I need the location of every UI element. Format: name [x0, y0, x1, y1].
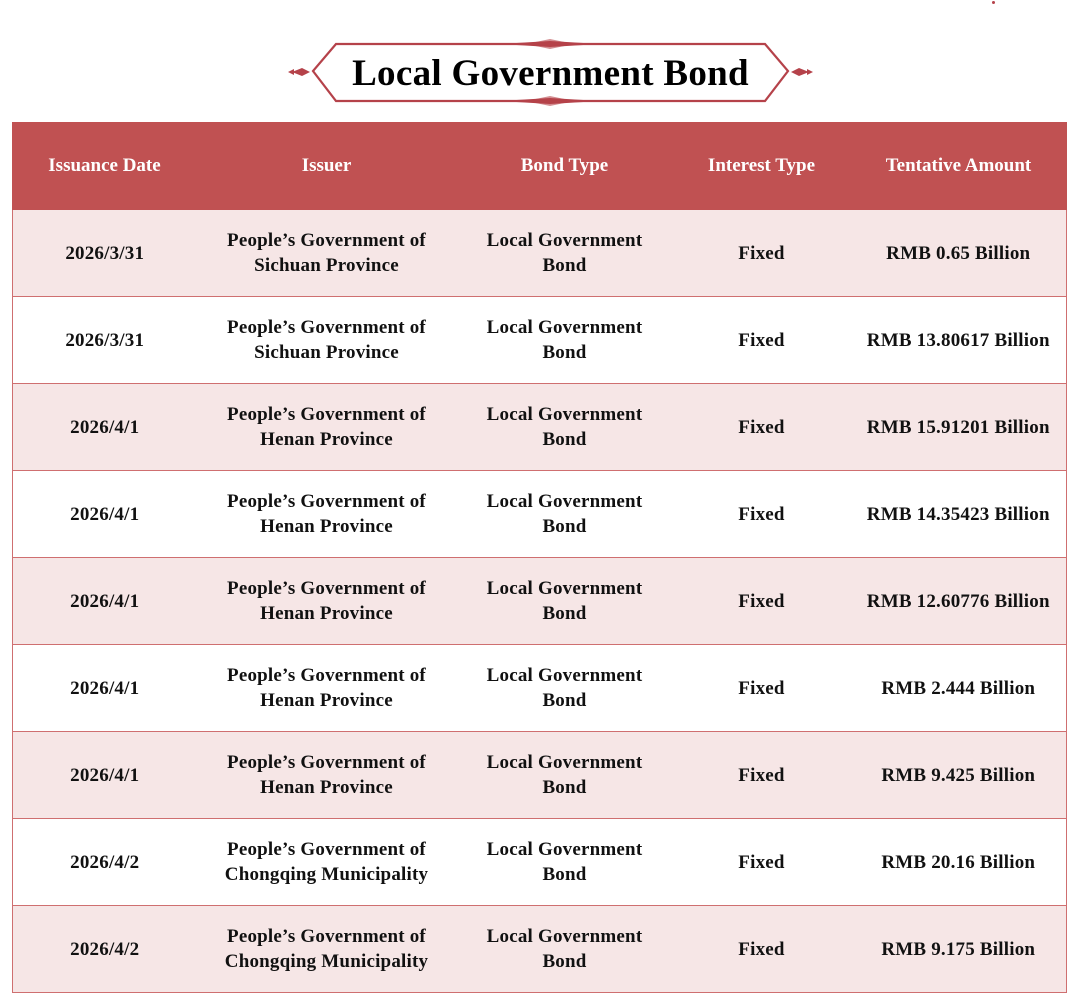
bond-type-line: Bond — [542, 603, 587, 624]
cell-issuer — [197, 210, 457, 297]
page-title: Local Government Bond — [352, 52, 749, 94]
cell-issuer — [197, 558, 457, 645]
header-issuance-date: Issuance Date — [13, 122, 197, 210]
issuer-region: Sichuan Province — [254, 255, 399, 276]
bond-type-line: Bond — [542, 777, 587, 798]
table-row — [13, 384, 1067, 471]
cell-interest-type: Fixed — [673, 645, 851, 732]
table-row — [13, 819, 1067, 906]
cell-date: 2026/4/1 — [13, 558, 197, 645]
bond-table — [12, 122, 1067, 993]
issuer-region: Henan Province — [260, 429, 393, 450]
cell-bond-type — [457, 384, 673, 471]
cell-date: 2026/4/1 — [13, 471, 197, 558]
cell-amount: RMB 12.60776 Billion — [851, 558, 1067, 645]
bond-type-line: Local Government — [486, 404, 643, 425]
bond-type-line: Bond — [542, 690, 587, 711]
header-bond-type: Bond Type — [457, 122, 673, 210]
table-row — [13, 471, 1067, 558]
bond-type-line: Local Government — [486, 491, 643, 512]
cell-date: 2026/4/2 — [13, 819, 197, 906]
bond-type-line: Local Government — [486, 926, 643, 947]
cell-issuer — [197, 297, 457, 384]
cell-bond-type — [457, 906, 673, 993]
cell-interest-type: Fixed — [673, 210, 851, 297]
bond-type-line: Local Government — [486, 839, 643, 860]
issuer-region: Henan Province — [260, 777, 393, 798]
cell-date: 2026/4/1 — [13, 384, 197, 471]
cell-interest-type: Fixed — [673, 384, 851, 471]
issuer-region: Henan Province — [260, 690, 393, 711]
issuer-line: People’s Government of — [227, 317, 426, 338]
issuer-line: People’s Government of — [227, 752, 426, 773]
cell-bond-type — [457, 210, 673, 297]
cell-issuer — [197, 906, 457, 993]
cell-issuer — [197, 819, 457, 906]
bond-type-line: Bond — [542, 255, 587, 276]
issuer-line: People’s Government of — [227, 491, 426, 512]
bond-type-line: Local Government — [486, 230, 643, 251]
issuer-region: Chongqing Municipality — [224, 951, 429, 972]
cell-issuer — [197, 732, 457, 819]
issuer-region: Chongqing Municipality — [224, 864, 429, 885]
cell-interest-type: Fixed — [673, 297, 851, 384]
cell-amount: RMB 2.444 Billion — [851, 645, 1067, 732]
header-issuer: Issuer — [197, 122, 457, 210]
bond-type-line: Local Government — [486, 317, 643, 338]
cell-bond-type — [457, 471, 673, 558]
table-row — [13, 297, 1067, 384]
cell-amount: RMB 13.80617 Billion — [851, 297, 1067, 384]
cell-amount: RMB 9.425 Billion — [851, 732, 1067, 819]
cell-amount: RMB 15.91201 Billion — [851, 384, 1067, 471]
cell-bond-type — [457, 819, 673, 906]
table-row — [13, 210, 1067, 297]
cell-bond-type — [457, 297, 673, 384]
header-tentative-amount: Tentative Amount — [851, 122, 1067, 210]
table-row — [13, 906, 1067, 993]
corner-dot-decoration — [992, 1, 995, 4]
title-banner — [288, 38, 813, 108]
cell-interest-type: Fixed — [673, 906, 851, 993]
cell-issuer — [197, 645, 457, 732]
issuer-line: People’s Government of — [227, 404, 426, 425]
bond-type-line: Bond — [542, 342, 587, 363]
issuer-region: Sichuan Province — [254, 342, 399, 363]
cell-bond-type — [457, 558, 673, 645]
issuer-line: People’s Government of — [227, 839, 426, 860]
cell-amount: RMB 9.175 Billion — [851, 906, 1067, 993]
issuer-line: People’s Government of — [227, 230, 426, 251]
bond-type-line: Local Government — [486, 665, 643, 686]
table-row — [13, 645, 1067, 732]
cell-interest-type: Fixed — [673, 819, 851, 906]
bond-type-line: Bond — [542, 951, 587, 972]
cell-issuer — [197, 471, 457, 558]
cell-bond-type — [457, 645, 673, 732]
table-header-row — [13, 122, 1067, 210]
issuer-line: People’s Government of — [227, 926, 426, 947]
cell-interest-type: Fixed — [673, 471, 851, 558]
table-row — [13, 558, 1067, 645]
cell-interest-type: Fixed — [673, 732, 851, 819]
issuer-line: People’s Government of — [227, 665, 426, 686]
cell-amount: RMB 14.35423 Billion — [851, 471, 1067, 558]
issuer-region: Henan Province — [260, 603, 393, 624]
issuer-region: Henan Province — [260, 516, 393, 537]
cell-date: 2026/3/31 — [13, 210, 197, 297]
cell-date: 2026/4/2 — [13, 906, 197, 993]
issuer-line: People’s Government of — [227, 578, 426, 599]
cell-bond-type — [457, 732, 673, 819]
cell-date: 2026/4/1 — [13, 732, 197, 819]
bond-type-line: Local Government — [486, 578, 643, 599]
bond-type-line: Bond — [542, 516, 587, 537]
bond-type-line: Bond — [542, 429, 587, 450]
bond-type-line: Local Government — [486, 752, 643, 773]
bond-type-line: Bond — [542, 864, 587, 885]
header-interest-type: Interest Type — [673, 122, 851, 210]
cell-date: 2026/4/1 — [13, 645, 197, 732]
table-row — [13, 732, 1067, 819]
cell-amount: RMB 20.16 Billion — [851, 819, 1067, 906]
cell-date: 2026/3/31 — [13, 297, 197, 384]
cell-issuer — [197, 384, 457, 471]
cell-interest-type: Fixed — [673, 558, 851, 645]
cell-amount: RMB 0.65 Billion — [851, 210, 1067, 297]
